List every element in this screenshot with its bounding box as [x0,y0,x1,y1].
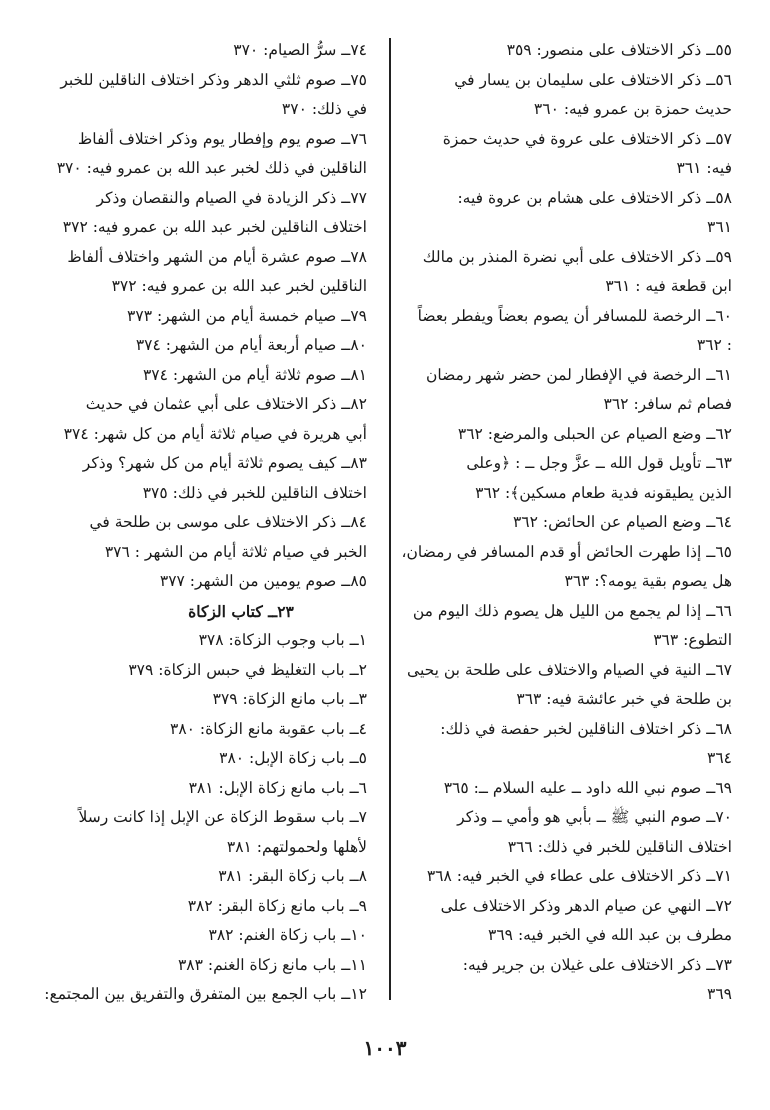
index-entry-line: الذين يطيقونه فدية طعام مسكين﴾: ٣٦٢ [475,483,732,502]
index-entry-line: ٦٤ــ وضع الصيام عن الحائض: ٣٦٢ [512,513,732,531]
index-entry-line: أبي هريرة في صيام ثلاثة أيام من كل شهر: ٣٧٤ [63,424,367,443]
index-entry-line: ٨٢ــ ذكر الاختلاف على أبي عثمان في حديث [85,395,367,413]
index-entry-line: ٥٧ــ ذكر الاختلاف على عروة في حديث حمزة [442,129,732,148]
index-entry-line: ٨٥ــ صوم يومين من الشهر: ٣٧٧ [159,572,367,590]
index-entry-line: ٦٧ــ النية في الصيام والاختلاف على طلحة بن يحيى [407,660,732,679]
index-entry-line: ٦٢ــ وضع الصيام عن الحبلى والمرضع: ٣٦٢ [457,424,732,443]
index-entry-line: فيه: ٣٦١ [676,159,732,177]
index-entry-line: اختلاف الناقلين للخبر في ذلك: ٣٧٥ [142,483,367,502]
index-entry-line: في ذلك: ٣٧٠ [281,100,367,118]
index-entry-line: ٢ــ باب التغليظ في حبس الزكاة: ٣٧٩ [128,660,367,679]
index-entry-line: ١١ــ باب مانع زكاة الغنم: ٣٨٣ [177,955,367,974]
index-entry-line: ٧١ــ ذكر الاختلاف على عطاء في الخبر فيه: ٣٦٨ [426,867,732,885]
index-entry-line: لأهلها ولحمولتهم: ٣٨١ [226,837,367,856]
index-entry-line: ابن قطعة فيه : ٣٦١ [605,277,732,295]
index-entry-line: ٨١ــ صوم ثلاثة أيام من الشهر: ٣٧٤ [142,365,367,384]
index-entry-line: ٦٥ــ إذا طهرت الحائض أو قدم المسافر في رمضان، [401,542,732,561]
index-entry-line: ١ــ باب وجوب الزكاة: ٣٧٨ [198,631,367,649]
index-entry-line: ٧٥ــ صوم ثلثي الدهر وذكر اختلاف الناقلين للخبر [60,70,367,89]
index-entry-line: ٧٣ــ ذكر الاختلاف على غيلان بن جرير فيه: [462,955,732,974]
index-entry-line: ٥٦ــ ذكر الاختلاف على سليمان بن يسار في [454,70,732,89]
index-entry-line: ٧٨ــ صوم عشرة أيام من الشهر واختلاف ألفاظ [67,247,367,266]
index-entry-line: ٧٧ــ ذكر الزيادة في الصيام والنقصان وذكر [96,188,367,207]
index-entry-line: ٦ــ باب مانع زكاة الإبل: ٣٨١ [188,778,367,797]
index-entry-line: التطوع: ٣٦٣ [653,631,732,649]
index-entry-line: ٧ــ باب سقوط الزكاة عن الإبل إذا كانت رسلاً [78,808,367,826]
index-entry-line: ١٠ــ باب زكاة الغنم: ٣٨٢ [208,926,367,944]
index-entry-line: ٤ــ باب عقوبة مانع الزكاة: ٣٨٠ [170,719,367,738]
page-number: ١٠٠٣ [363,1036,407,1060]
index-entry-line: اختلاف الناقلين لخبر عبد الله بن عمرو فيه: ٣٧٢ [62,218,367,236]
index-entry-line: ١٢ــ باب الجمع بين المتفرق والتفريق بين المجتمع: [44,985,367,1003]
index-entry-line: ٦٣ــ تأويل قول الله ــ عزَّ وجل ــ : ﴿وعلى [466,454,732,472]
index-entry-line: اختلاف الناقلين للخبر في ذلك: ٣٦٦ [507,837,732,856]
index-entry-line: ٦٨ــ ذكر اختلاف الناقلين لخبر حفصة في ذلك: [440,719,732,738]
index-entry-line: ٣٦٩ [707,985,732,1003]
index-entry-line: مطرف بن عبد الله في الخبر فيه: ٣٦٩ [488,926,732,944]
index-entry-line: ٥٨ــ ذكر الاختلاف على هشام بن عروة فيه: [457,188,732,207]
index-column-right [390,36,732,1010]
index-entry-line: ٧٦ــ صوم يوم وإفطار يوم وذكر اختلاف ألفاظ [77,129,367,148]
index-entry-line: ٦٩ــ صوم نبي الله داود ــ عليه السلام ــ: ٣٦٥ [443,778,732,797]
index-entry-line: ٩ــ باب مانع زكاة البقر: ٣٨٢ [187,896,367,915]
index-entry-line: حديث حمزة بن عمرو فيه: ٣٦٠ [533,100,732,118]
index-entry-line: ٥ــ باب زكاة الإبل: ٣٨٠ [219,749,367,767]
index-entry-line: ٥٩ــ ذكر الاختلاف على أبي نضرة المنذر بن مالك [422,247,732,266]
index-entry-line: ٨ــ باب زكاة البقر: ٣٨١ [218,867,367,885]
index-entry-line: ٨٤ــ ذكر الاختلاف على موسى بن طلحة في [89,513,367,531]
index-entry-line: ٨٠ــ صيام أربعة أيام من الشهر: ٣٧٤ [135,336,367,354]
index-entry-line: ٦١ــ الرخصة في الإفطار لمن حضر شهر رمضان [425,365,732,384]
index-entry-line: ٧٢ــ النهي عن صيام الدهر وذكر الاختلاف على [440,896,732,915]
index-entry-line: ٦٦ــ إذا لم يجمع من الليل هل يصوم ذلك اليوم من [412,601,732,620]
index-entry-line: ٧٠ــ صوم النبي ﷺ ــ بأبي هو وأمي ــ وذكر [457,808,732,826]
index-entry-line: ٨٣ــ كيف يصوم ثلاثة أيام من كل شهر؟ وذكر [82,454,367,472]
index-entry-line: هل يصوم بقية يومه؟: ٣٦٣ [564,572,732,590]
index-entry-line: فصام ثم سافر: ٣٦٢ [603,395,732,413]
index-entry-line: الخبر في صيام ثلاثة أيام من الشهر : ٣٧٦ [104,542,367,561]
section-heading: ٢٣ــ كتاب الزكاة [188,601,294,621]
index-entry-line: ٧٤ــ سرُّ الصيام: ٣٧٠ [233,41,367,59]
index-column-left [25,36,367,1010]
index-entry-line: ٧٩ــ صيام خمسة أيام من الشهر: ٣٧٣ [127,306,367,325]
column-divider [389,38,391,1000]
index-entry-line: : ٣٦٢ [696,336,732,354]
index-entry-line: ٣ــ باب مانع الزكاة: ٣٧٩ [212,690,367,708]
index-entry-line: الناقلين في ذلك لخبر عبد الله بن عمرو فيه: ٣٧٠ [56,159,367,177]
index-entry-line: الناقلين لخبر عبد الله بن عمرو فيه: ٣٧٢ [111,277,367,295]
index-entry-line: ٦٠ــ الرخصة للمسافر أن يصوم بعضاً ويفطر بعضاً [417,306,732,325]
index-entry-line: ٣٦١ [707,218,732,236]
index-entry-line: ٣٦٤ [707,749,732,767]
index-entry-line: ٥٥ــ ذكر الاختلاف على منصور: ٣٥٩ [506,41,732,59]
index-entry-line: بن طلحة في خبر عائشة فيه: ٣٦٣ [516,690,732,708]
